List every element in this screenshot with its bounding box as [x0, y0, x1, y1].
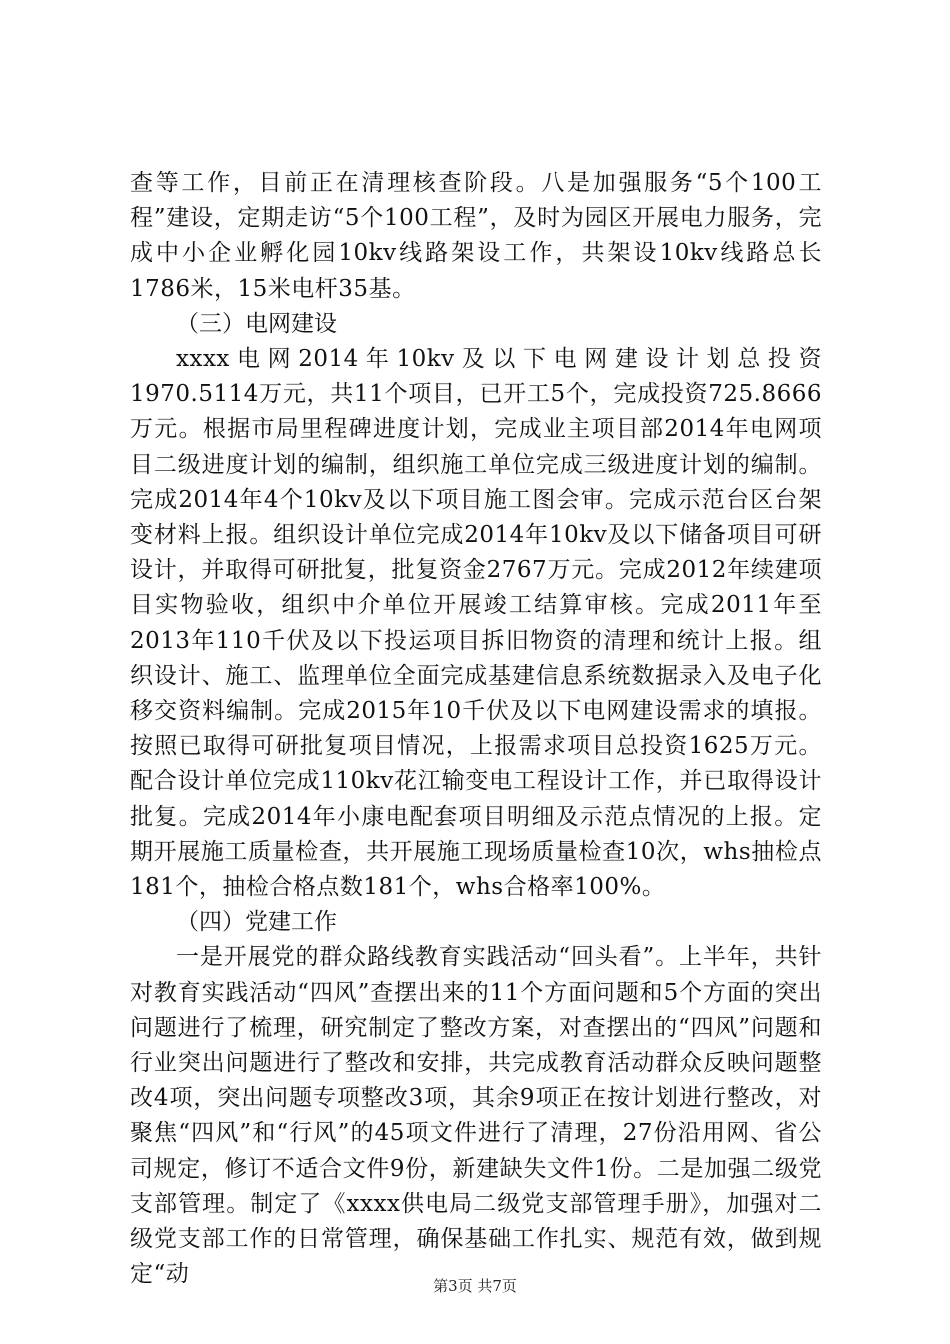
paragraph-continuation: 查等工作，目前正在清理核查阶段。八是加强服务“5个100工程”建设，定期走访“5个100工程”，及时为园区开展电力服务，完成中小企业孵化园10kv线路架设工作，共架设10kv线路总长1786米，15米电杆35基。	[130, 170, 822, 302]
section-heading-party-building: （四）党建工作	[176, 909, 337, 936]
section-heading-grid-construction: （三）电网建设	[176, 310, 337, 337]
document-page	[130, 166, 822, 1293]
paragraph-party-building: 一是开展党的群众路线教育实践活动“回头看”。上半年，共针对教育实践活动“四风”查摆出来的11个方面问题和5个方面的突出问题进行了梳理，研究制定了整改方案，对查摆出的“四风”问题和行业突出问题进行了整改和安排，共完成教育活动群众反映问题整改4项，突出问题专项整改3项，其余9项正在按计划进行整改，对聚焦“四风”和“行风”的45项文件进行了清理，27份沿用网、省公司规定，修订不适合文件9份，新建缺失文件1份。二是加强二级党支部管理。制定了《xxxx供电局二级党支部管理手册》，加强对二级党支部工作的日常管理，确保基础工作扎实、规范有效，做到规定“动	[130, 944, 822, 1288]
paragraph-grid-construction: xxxx电网2014年10kv及以下电网建设计划总投资1970.5114万元，共11个项目，已开工5个，完成投资725.8666万元。根据市局里程碑进度计划，完成业主项目部2014年电网项目二级进度计划的编制，组织施工单位完成三级进度计划的编制。完成2014年4个10kv及以下项目施工图会审。完成示范台区台架变材料上报。组织设计单位完成2014年10kv及以下储备项目可研设计，并取得可研批复，批复资金2767万元。完成2012年续建项目实物验收，组织中介单位开展竣工结算审核。完成2011年至2013年110千伏及以下投运项目拆旧物资的清理和统计上报。组织设计、施工、监理单位全面完成基建信息系统数据录入及电子化移交资料编制。完成2015年10千伏及以下电网建设需求的填报。按照已取得可研批复项目情况，上报需求项目总投资1625万元。配合设计单位完成110kv花江输变电工程设计工作，并已取得设计批复。完成2014年小康电配套项目明细及示范点情况的上报。定期开展施工质量检查，共开展施工现场质量检查10次，whs抽检点181个，抽检合格点数181个，whs合格率100%。	[130, 346, 822, 901]
page-footer: 第3页 共7页	[433, 1277, 517, 1295]
